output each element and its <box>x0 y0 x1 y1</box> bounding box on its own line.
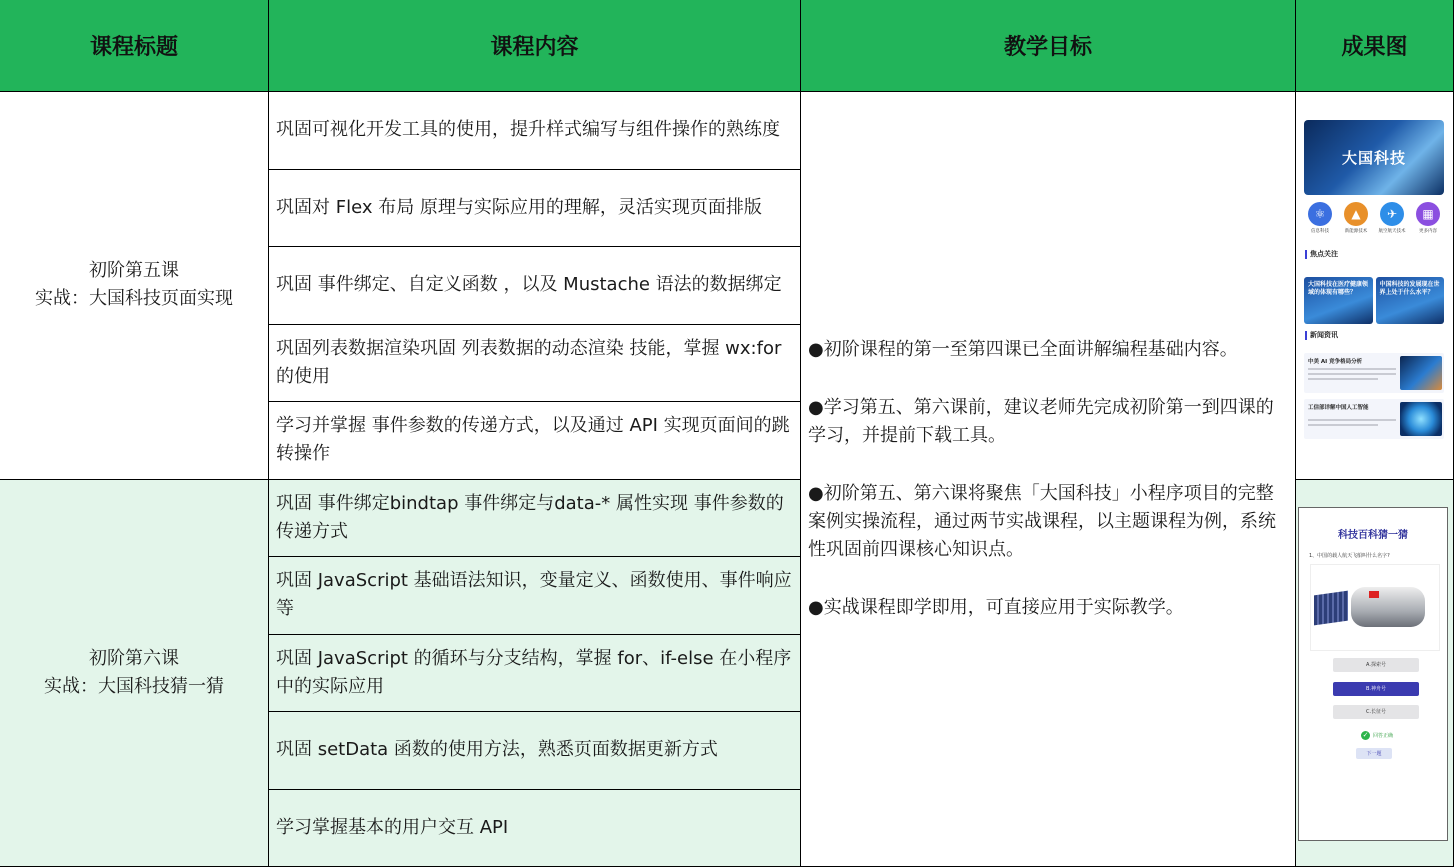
lesson-5-content-4: 巩固列表数据渲染巩固 列表数据的动态渲染 技能，掌握 wx:for 的使用 <box>269 325 801 403</box>
lesson-6-content-2: 巩固 JavaScript 基础语法知识，变量定义、函数使用、事件响应等 <box>269 557 801 635</box>
header-result: 成果图 <box>1296 0 1454 92</box>
focus-section-title: 焦点关注 <box>1305 250 1338 259</box>
quiz-title: 科技百科猜一猜 <box>1338 529 1408 541</box>
text-line <box>1308 424 1378 426</box>
app-screenshot-home <box>1302 117 1446 437</box>
category-item <box>1306 202 1334 234</box>
header-goals: 教学目标 <box>801 0 1296 92</box>
quiz-option-c: C.长征号 <box>1333 705 1419 719</box>
app-screenshot-quiz <box>1298 507 1448 841</box>
text-line <box>1308 419 1396 421</box>
result-message <box>1361 731 1393 740</box>
category-icons <box>1304 202 1444 234</box>
lesson-5-content-1: 巩固可视化开发工具的使用，提升样式编写与组件操作的熟练度 <box>269 92 801 170</box>
header-title: 课程标题 <box>0 0 269 92</box>
flame-icon: ▲ <box>1344 202 1368 226</box>
lesson-5-content-2: 巩固对 Flex 布局 原理与实际应用的理解，灵活实现页面排版 <box>269 170 801 248</box>
news-title: 工信部详解中国人工智能 <box>1308 405 1369 411</box>
news-section-title: 新闻资讯 <box>1305 331 1338 340</box>
focus-card: 中国科技的发展现在世界上处于什么水平？ <box>1376 277 1445 324</box>
goal-2: ●学习第五、第六课前，建议老师先完成初阶第一到四课的学习，并提前下载工具。 <box>808 397 1274 446</box>
result-image-lesson-5 <box>1296 92 1454 480</box>
focus-cards <box>1304 277 1444 324</box>
lesson-5-content-3: 巩固 事件绑定、自定义函数 ，以及 Mustache 语法的数据绑定 <box>269 247 801 325</box>
text-line <box>1308 373 1396 375</box>
category-item <box>1342 202 1370 234</box>
atom-icon: ⚛ <box>1308 202 1332 226</box>
category-item <box>1378 202 1406 234</box>
category-label: 信息科技 <box>1311 229 1329 234</box>
goal-1: ●初阶课程的第一至第四课已全面讲解编程基础内容。 <box>808 339 1238 360</box>
banner: 大国科技 <box>1304 120 1444 195</box>
goal-4: ●实战课程即学即用，可直接应用于实际教学。 <box>808 597 1184 618</box>
next-question-button: 下一题 <box>1356 748 1392 759</box>
solar-panel <box>1314 590 1348 625</box>
news-item <box>1304 399 1444 439</box>
check-icon: ✓ <box>1362 731 1369 739</box>
station-body <box>1351 587 1425 627</box>
focus-card: 大国科技在医疗健康领域的体现有哪些？ <box>1304 277 1373 324</box>
lesson-5-title-line2: 实战：大国科技页面实现 <box>35 288 233 310</box>
lesson-6-title <box>0 480 269 867</box>
lesson-6-content-4: 巩固 setData 函数的使用方法，熟悉页面数据更新方式 <box>269 712 801 790</box>
text-line <box>1308 378 1378 380</box>
lesson-6-content-5: 学习掌握基本的用户交互 API <box>269 790 801 867</box>
quiz-option-a: A.探索号 <box>1333 658 1419 672</box>
grid-icon: ▦ <box>1416 202 1440 226</box>
lesson-5-title-line1: 初阶第五课 <box>89 260 179 282</box>
result-text: 回答正确 <box>1373 732 1394 739</box>
news-title: 中美 AI 竞争格局分析 <box>1308 359 1363 365</box>
quiz-option-b: B.神舟号 <box>1333 682 1419 696</box>
news-thumbnail <box>1400 356 1442 390</box>
lesson-6-content-1: 巩固 事件绑定bindtap 事件绑定与data-* 属性实现 事件参数的传递方式 <box>269 480 801 558</box>
lesson-6-title-line2: 实战：大国科技猜一猜 <box>44 675 224 697</box>
category-label: 新能源技术 <box>1344 229 1368 234</box>
category-label: 航空航天技术 <box>1378 229 1406 234</box>
space-station-image <box>1310 564 1440 651</box>
result-image-lesson-6 <box>1296 480 1454 867</box>
news-item <box>1304 353 1444 393</box>
teaching-goals <box>801 92 1296 867</box>
lesson-5-title <box>0 92 269 480</box>
category-label: 更多内容 <box>1419 229 1437 234</box>
news-thumbnail <box>1400 402 1442 436</box>
header-content: 课程内容 <box>269 0 801 92</box>
category-item <box>1414 202 1442 234</box>
goal-3: ●初阶第五、第六课将聚焦「大国科技」小程序项目的完整案例实操流程，通过两节实战课程，以主题课程为例，系统性巩固前四课核心知识点。 <box>808 483 1276 560</box>
text-line <box>1308 368 1396 370</box>
lesson-6-title-line1: 初阶第六课 <box>89 647 179 669</box>
lesson-6-content-3: 巩固 JavaScript 的循环与分支结构，掌握 for、if-else 在小程序中的实际应用 <box>269 635 801 713</box>
plane-icon: ✈ <box>1380 202 1404 226</box>
flag <box>1369 591 1379 598</box>
quiz-question: 1、中国的载人航天飞船叫什么名字? <box>1309 552 1390 559</box>
lesson-5-content-5: 学习并掌握 事件参数的传递方式，以及通过 API 实现页面间的跳转操作 <box>269 402 801 480</box>
